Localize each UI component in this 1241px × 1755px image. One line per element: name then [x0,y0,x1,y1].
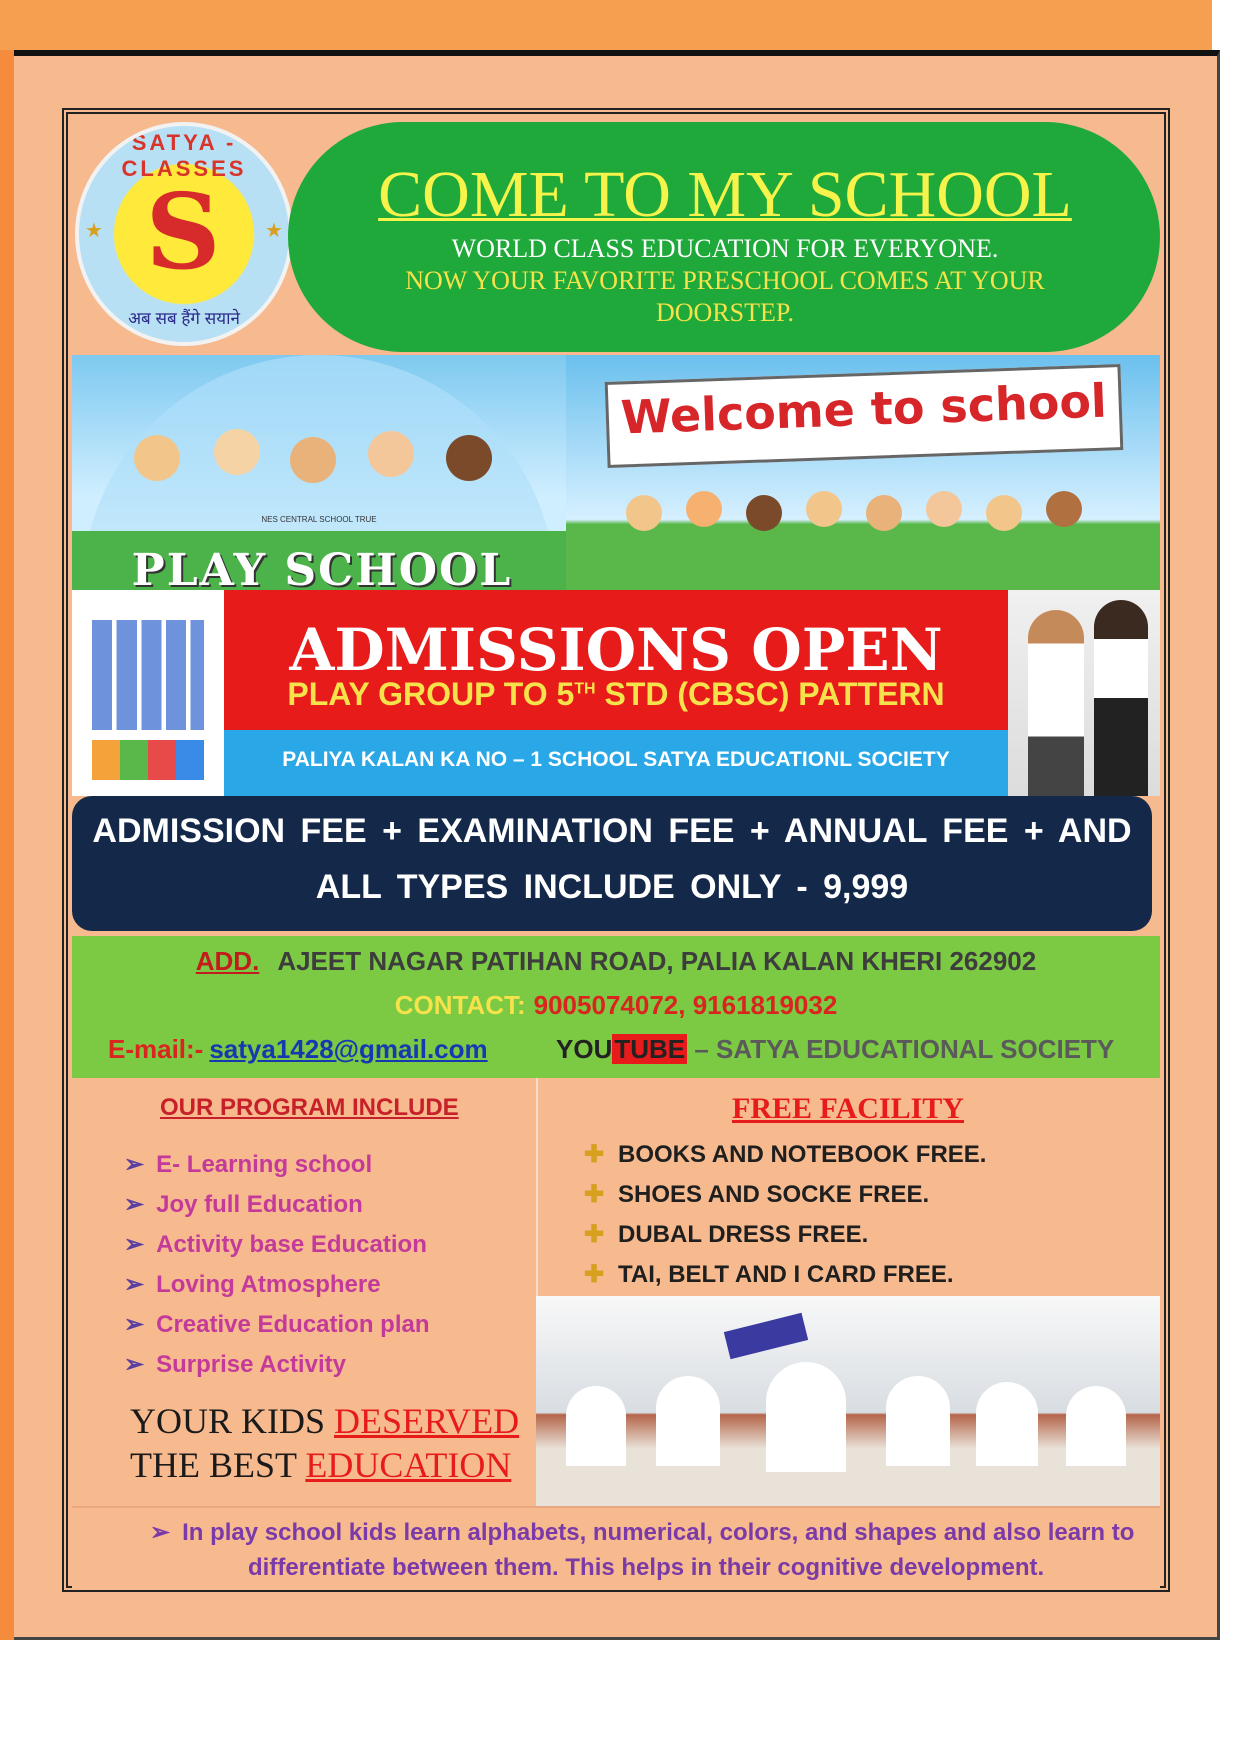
student-figure [1066,1386,1126,1466]
footer-note-text: In play school kids learn alphabets, numerical, colors, and shapes and also learn to [182,1519,1135,1546]
student-figure [566,1386,626,1466]
welcome-sign [605,364,1124,468]
program-item-text: Surprise Activity [156,1351,346,1378]
kid-illustration [1046,491,1082,527]
student-figure [766,1362,846,1472]
program-list [124,1150,430,1390]
kid-illustration [986,495,1022,531]
student-figure [976,1382,1038,1466]
students-abc-blocks-image [72,590,224,796]
free-item-text: SHOES AND SOCKE FREE. [618,1181,930,1208]
contact-label: CONTACT: [394,990,526,1020]
arrow-bullet-icon: ➢ [124,1191,145,1218]
uniform-students-image [1008,590,1160,796]
program-item-text: Loving Atmosphere [156,1271,381,1298]
students-group [92,620,204,730]
tagline-highlight: DESERVED [334,1401,520,1441]
logo-letter-s: S [145,170,221,293]
boy-student [1028,610,1084,796]
free-item-text: DUBAL DRESS FREE. [618,1221,869,1248]
welcome-sign-text: Welcome to school [619,373,1108,445]
kid-illustration [926,491,962,527]
list-item [584,1220,986,1260]
admissions-subtitle [224,676,1008,713]
contact-row [72,990,1160,1021]
play-school-image [72,355,566,590]
address-text: AJEET NAGAR PATIHAN ROAD, PALIA KALAN KHERI 262902 [277,946,1037,976]
left-orange-bar [0,50,14,1640]
pin-bullet-icon: ✚ [584,1221,605,1248]
satya-classes-logo [75,122,293,346]
list-item [124,1270,430,1310]
welcome-to-school-image [566,355,1160,590]
kid-illustration [446,435,492,481]
pattern-text: STD (CBSC) PATTERN [595,676,945,712]
grade-range: PLAY GROUP TO 5 [287,676,575,712]
youtube-tube: TUBE [614,1034,686,1064]
contact-numbers: 9005074072, 9161819032 [533,990,838,1020]
youtube-you: YOU [556,1034,613,1064]
pin-bullet-icon: ✚ [584,1141,605,1168]
banner-tagline: WORLD CLASS EDUCATION FOR EVERYONE. [451,234,999,263]
tagline-text: YOUR KIDS [130,1401,335,1441]
poster-title: COME TO MY SCHOOL [378,158,1072,231]
program-item-text: Activity base Education [156,1231,427,1258]
fee-line-1: ADMISSION FEE + EXAMINATION FEE + ANNUAL FEE + AND [92,812,1132,850]
kid-illustration [686,491,722,527]
tagline-text: THE BEST [130,1445,306,1485]
pin-bullet-icon: ✚ [584,1181,605,1208]
banner-subline: NOW YOUR FAVORITE PRESCHOOL COMES AT YOUR [405,266,1045,295]
book-in-air [724,1313,808,1360]
kid-illustration [368,431,414,477]
list-item [124,1310,430,1350]
fee-line-2: ALL TYPES INCLUDE ONLY - 9,999 [315,868,909,906]
play-school-label: PLAY SCHOOL [131,545,513,590]
address-row [72,946,1160,977]
star-icon: ★ [85,220,103,242]
arrow-bullet-icon: ➢ [124,1351,145,1378]
program-title: OUR PROGRAM INCLUDE [160,1094,459,1121]
arrow-bullet-icon: ➢ [124,1271,145,1298]
pin-bullet-icon: ✚ [584,1261,605,1288]
footer-note-line-2: differentiate between them. This helps in their cognitive development. [248,1554,1045,1581]
kid-illustration [626,495,662,531]
list-item [124,1350,430,1390]
classroom-students-image [536,1296,1160,1508]
logo-ring-text: SATYA - CLASSES [121,130,247,181]
tagline-highlight: EDUCATION [305,1445,512,1485]
kid-illustration [866,495,902,531]
youtube-row [556,1034,1114,1065]
tagline-line-1 [130,1400,519,1442]
kid-illustration [290,437,336,483]
free-item-text: BOOKS AND NOTEBOOK FREE. [618,1141,987,1168]
program-item-text: E- Learning school [156,1151,373,1178]
email-row [108,1034,488,1065]
arrow-bullet-icon: ➢ [124,1311,145,1338]
free-facility-list [584,1140,986,1300]
list-item [584,1140,986,1180]
top-orange-bar [0,0,1212,50]
abc-blocks [92,740,204,780]
list-item [584,1180,986,1220]
arrow-bullet-icon: ➢ [150,1519,171,1546]
student-figure [886,1376,950,1466]
program-item-text: Joy full Education [156,1191,363,1218]
grade-suffix: TH [574,680,596,698]
list-item [124,1190,430,1230]
student-figure [656,1376,720,1466]
footer-note-line-1 [150,1518,1134,1547]
email-link[interactable]: satya1428@gmail.com [209,1034,488,1064]
kid-illustration [806,491,842,527]
play-small-text: NES CENTRAL SCHOOL TRUE [261,515,377,524]
free-item-text: TAI, BELT AND I CARD FREE. [618,1261,954,1288]
arrow-bullet-icon: ➢ [124,1231,145,1258]
kid-illustration [134,435,180,481]
free-facility-title: FREE FACILITY [732,1092,964,1125]
tagline-line-2 [130,1444,511,1486]
list-item [124,1230,430,1270]
school-strip-text: PALIYA KALAN KA NO – 1 SCHOOL SATYA EDUCATIONL SOCIETY [282,748,950,771]
kid-illustration [746,495,782,531]
logo-bottom-text: अब सब हैंगे सयाने [128,309,240,328]
star-icon: ★ [265,220,283,242]
list-item [124,1150,430,1190]
youtube-channel: – SATYA EDUCATIONAL SOCIETY [687,1034,1115,1064]
admissions-title: ADMISSIONS OPEN [289,616,943,684]
program-item-text: Creative Education plan [156,1311,430,1338]
address-label: ADD. [195,946,260,976]
banner-subline-2: DOORSTEP. [656,298,794,327]
kid-illustration [214,429,260,475]
list-item [584,1260,986,1300]
email-label: E-mail:- [108,1034,204,1064]
girl-student [1094,600,1148,796]
arrow-bullet-icon: ➢ [124,1151,145,1178]
